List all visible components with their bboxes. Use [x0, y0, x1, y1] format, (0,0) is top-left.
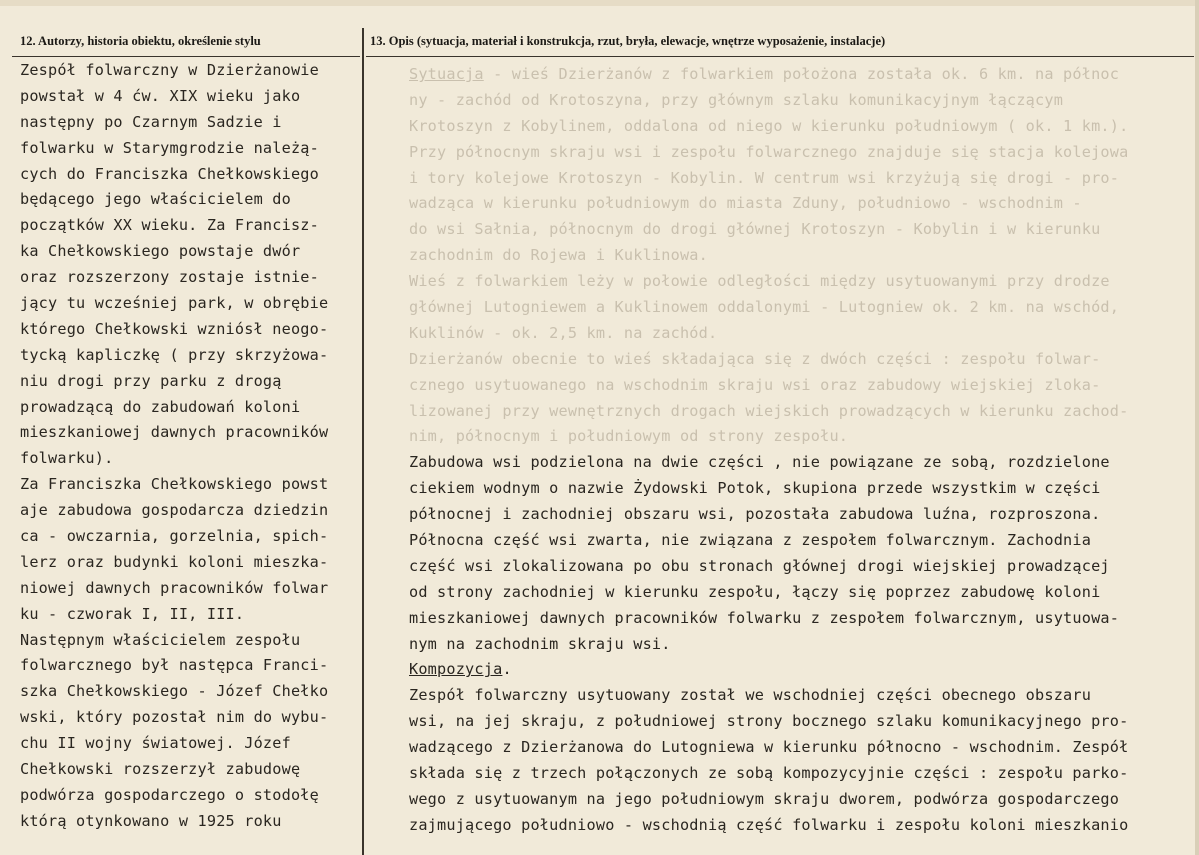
kompozycja-heading-line: Kompozycja. [409, 660, 512, 679]
faded-text-segment: lizowanej przy wewnętrznych drogach wiejskich prowadzących w kierunku zachod- [409, 401, 1129, 420]
kompozycja-text-line: zajmującego południowo - wschodnią część folwarku i zespołu koloni mieszkanio [409, 815, 1129, 834]
history-text-line: powstał w 4 ćw. XIX wieku jako [20, 86, 301, 105]
kompozycja-text-line: wego z usytuowanym na jego południowym skraju dworem, podwórza gospodarczego [409, 789, 1120, 808]
description-text-line: mieszkaniowej dawnych pracowników folwarku z zespołem folwarcznym, usytuowa- [409, 608, 1120, 627]
history-text-line: jący tu wcześniej park, w obrębie [20, 294, 329, 313]
faded-text-segment: Krotoszyn z Kobylinem, oddalona od niego w kierunku południowym ( ok. 1 km.). [409, 116, 1129, 135]
kompozycja-text-line: składa się z trzech połączonych ze sobą kompozycyjnie części : zespołu parko- [409, 764, 1129, 783]
faded-text-segment: Dzierżanów obecnie to wieś składająca się z dwóch części : zespołu folwar- [409, 349, 1101, 368]
faded-text-segment: ny - zachód od Krotoszyna, przy głównym szlaku komunikacyjnym łączącym [409, 90, 1064, 109]
faded-text-segment: Wieś z folwarkiem leży w połowie odległości między usytuowanymi przy drodze [409, 272, 1110, 291]
history-text-line: Chełkowski rozszerzył zabudowę [20, 760, 301, 779]
page-top-edge [0, 0, 1199, 6]
history-text-line: niu drogi przy parku z drogą [20, 371, 282, 390]
kompozycja-text-line: wsi, na jej skraju, z południowej strony bocznego szlaku komunikacyjnego pro- [409, 712, 1129, 731]
faded-text-segment: Przy północnym skraju wsi i zespołu folwarcznego znajduje się stacja kolejowa [409, 142, 1129, 161]
history-text-line: mieszkaniowej dawnych pracowników [20, 423, 329, 442]
history-text-line: podwórza gospodarczego o stodołę [20, 785, 319, 804]
header-authors-history: 12. Autorzy, historia obiektu, określenie stylu [20, 34, 261, 48]
faded-text-line [409, 399, 1155, 425]
faded-text-segment: i tory kolejowe Krotoszyn - Kobylin. W centrum wsi krzyżują się drogi - pro- [409, 168, 1120, 187]
history-text-line: aje zabudowa gospodarcza dziedzin [20, 501, 329, 520]
history-text-line: cych do Franciszka Chełkowskiego [20, 164, 319, 183]
faded-text-line [409, 191, 1155, 217]
left-column-history-text [20, 58, 348, 835]
history-text-line: folwarku). [20, 449, 114, 468]
history-text-line: ku - czworak I, II, III. [20, 604, 245, 623]
faded-text-segment: nim, północnym i południowym od strony zespołu. [409, 427, 849, 446]
header-rule-left [12, 56, 360, 57]
history-text-line: następny po Czarnym Sadzie i [20, 112, 282, 131]
description-text-line: Zabudowa wsi podzielona na dwie części , nie powiązane ze sobą, rozdzielone [409, 453, 1110, 472]
history-text-line: ca - owczarnia, gorzelnia, spich- [20, 527, 329, 546]
faded-text-line [409, 321, 1155, 347]
heading-kompozycja: Kompozycja [409, 660, 503, 679]
history-text-line: będącego jego właścicielem do [20, 190, 291, 209]
faded-text-line [409, 347, 1155, 373]
faded-text-segment: wadząca w kierunku południowym do miasta Zduny, południowo - wschodnim - [409, 194, 1082, 213]
history-text-line: szka Chełkowskiego - Józef Chełko [20, 682, 329, 701]
header-rule-right [366, 56, 1194, 57]
column-divider [362, 28, 364, 855]
description-text-line: część wsi zlokalizowana po obu stronach głównej drogi wiejskiej prowadzącej [409, 556, 1110, 575]
faded-text-line [409, 114, 1155, 140]
page-right-edge [1195, 0, 1199, 855]
history-text-line: początków XX wieku. Za Francisz- [20, 216, 319, 235]
history-text-line: chu II wojny światowej. Józef [20, 734, 291, 753]
kompozycja-text-line: Zespół folwarczny usytuowany został we wschodniej części obecnego obszaru [409, 686, 1092, 705]
header-description: 13. Opis (sytuacja, materiał i konstrukcja, rzut, bryła, elewacje, wnętrze wyposażenie, instalacje) [370, 34, 886, 48]
history-text-line: Zespół folwarczny w Dzierżanowie [20, 61, 319, 79]
description-text-line: nym na zachodnim skraju wsi. [409, 634, 671, 653]
description-text-line: Północna część wsi zwarta, nie związana z zespołem folwarcznym. Zachodnia [409, 531, 1092, 550]
description-text-line: ciekiem wodnym o nazwie Żydowski Potok, skupiona przede wszystkim w części [409, 479, 1101, 498]
history-text-line: lerz oraz budynki koloni mieszka- [20, 552, 329, 571]
faded-text-segment: Kuklinów - ok. 2,5 km. na zachód. [409, 323, 718, 342]
history-text-line: ka Chełkowskiego powstaje dwór [20, 242, 301, 261]
faded-text-line [409, 295, 1155, 321]
faded-text-line [409, 217, 1155, 243]
history-text-line: którą otynkowano w 1925 roku [20, 811, 282, 830]
faded-text-line [409, 373, 1155, 399]
history-text-line: prowadzącą do zabudowań koloni [20, 397, 301, 416]
faded-text-segment: do wsi Sałnia, północnym do drogi głównej Krotoszyn - Kobylin i w kierunku [409, 220, 1101, 239]
history-text-line: wski, który pozostał nim do wybu- [20, 708, 329, 727]
faded-text-line [409, 88, 1155, 114]
faded-text-line [409, 243, 1155, 269]
faded-text-line [409, 62, 1155, 88]
faded-text-line [409, 166, 1155, 192]
history-text-line: niowej dawnych pracowników folwar [20, 578, 329, 597]
history-text-line: Następnym właścicielem zespołu [20, 630, 301, 649]
faded-text-segment: zachodnim do Rojewa i Kuklinowa. [409, 246, 708, 265]
heading-sytuacja: Sytuacja [409, 65, 484, 83]
faded-text-line [409, 269, 1155, 295]
history-text-line: folwarcznego był następca Franci- [20, 656, 329, 675]
history-text-line: Za Franciszka Chełkowskiego powst [20, 475, 329, 494]
history-text-line: którego Chełkowski wzniósł neogo- [20, 319, 329, 338]
faded-text-segment: głównej Lutogniewem a Kuklinowem oddalonymi - Lutogniew ok. 2 km. na wschód, [409, 298, 1120, 317]
history-text-line: oraz rozszerzony zostaje istnie- [20, 268, 319, 287]
kompozycja-text-line: wadzącego z Dzierżanowa do Lutogniewa w kierunku północno - wschodnim. Zespół [409, 738, 1129, 757]
faded-text-segment: cznego usytuowanego na wschodnim skraju wsi oraz zabudowy wiejskiej zloka- [409, 375, 1101, 394]
history-text-line: tycką kapliczkę ( przy skrzyżowa- [20, 345, 329, 364]
faded-text-line [409, 140, 1155, 166]
right-column-description-text [409, 62, 1155, 839]
description-text-line: od strony zachodniej w kierunku zespołu, łączy się poprzez zabudowę koloni [409, 582, 1101, 601]
faded-text-segment: - wieś Dzierżanów z folwarkiem położona została ok. 6 km. na północ [493, 65, 1120, 83]
description-text-line: północnej i zachodniej obszaru wsi, pozostała zabudowa luźna, rozproszona. [409, 505, 1101, 524]
faded-text-line [409, 424, 1155, 450]
history-text-line: folwarku w Starymgrodzie należą- [20, 138, 319, 157]
